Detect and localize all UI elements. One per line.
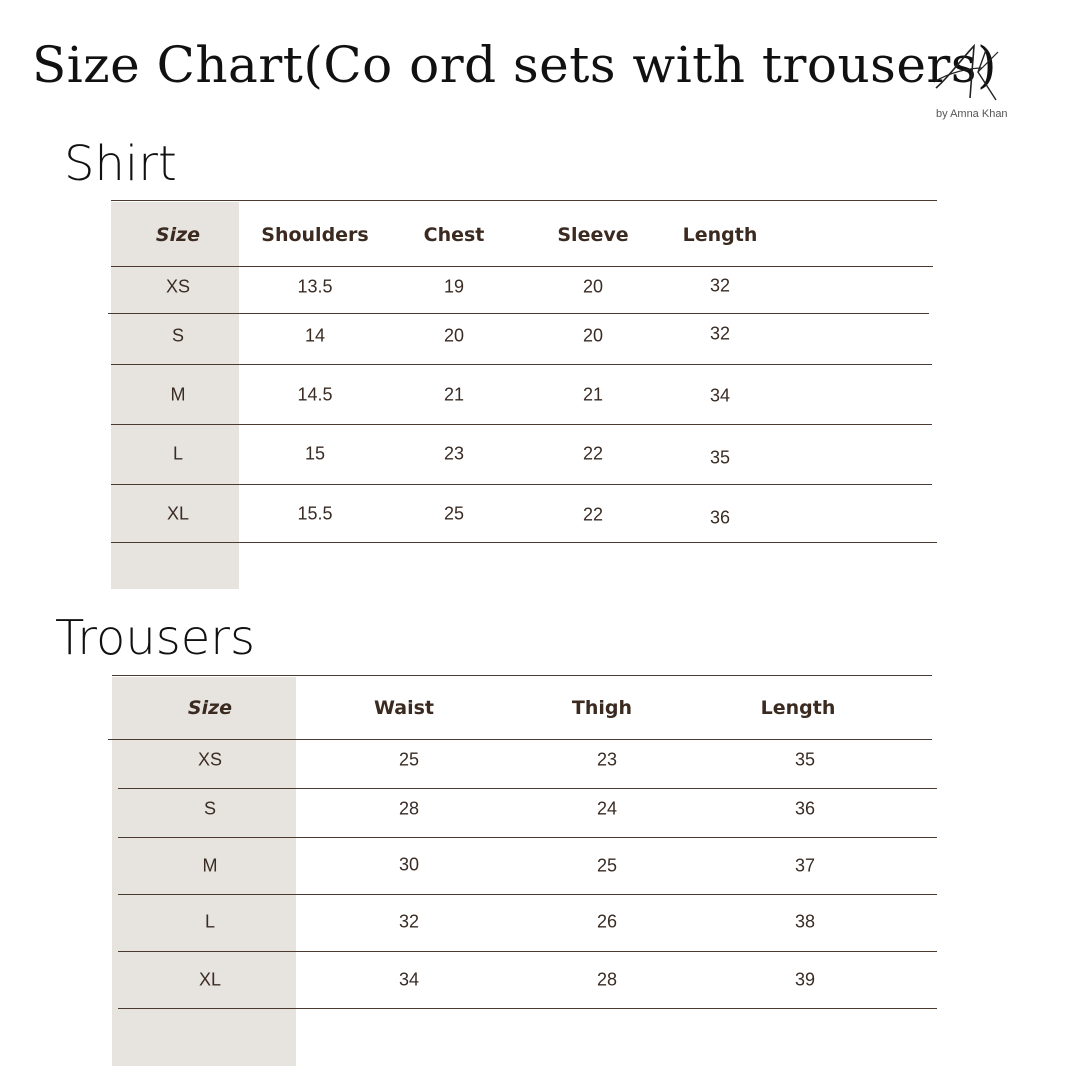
shirt-size-label: S (171, 325, 185, 346)
trousers-measurement-cell: 24 (596, 798, 618, 819)
shirt-measurement-cell: 22 (582, 504, 604, 525)
shirt-header-sleeve: Sleeve (557, 224, 629, 246)
shirt-measurement-cell: 20 (582, 325, 604, 346)
shirt-measurement-cell: 32 (709, 323, 731, 344)
shirt-header-size: Size (155, 224, 201, 246)
trousers-measurement-cell: 25 (398, 749, 420, 770)
trousers-measurement-cell: 32 (398, 911, 420, 932)
shirt-measurement-cell: 20 (443, 325, 465, 346)
trousers-size-label: XL (198, 969, 222, 990)
shirt-measurement-cell: 34 (709, 385, 731, 406)
shirt-measurement-cell: 14.5 (297, 384, 333, 405)
page-title: Size Chart(Co ord sets with trousers) (32, 36, 997, 94)
trousers-measurement-cell: 36 (794, 798, 816, 819)
trousers-header-length: Length (760, 697, 836, 719)
shirt-size-label: XL (166, 503, 190, 524)
table-rule (118, 951, 937, 952)
table-rule (112, 675, 932, 676)
shirt-size-label: M (170, 384, 186, 405)
table-rule (118, 837, 937, 838)
trousers-size-label: M (202, 855, 218, 876)
shirt-measurement-cell: 32 (709, 275, 731, 296)
trousers-header-size: Size (187, 697, 233, 719)
trousers-measurement-cell: 39 (794, 969, 816, 990)
shirt-measurement-cell: 21 (582, 384, 604, 405)
table-rule (111, 484, 932, 485)
trousers-header-waist: Waist (373, 697, 435, 719)
trousers-measurement-cell: 26 (596, 911, 618, 932)
trousers-measurement-cell: 38 (794, 911, 816, 932)
trousers-measurement-cell: 30 (398, 854, 420, 875)
table-rule (108, 739, 932, 740)
table-rule (118, 788, 937, 789)
trousers-section-title: Trousers (55, 610, 256, 666)
trousers-measurement-cell: 35 (794, 749, 816, 770)
shirt-section-title: Shirt (64, 136, 177, 192)
brand-logo (930, 42, 1020, 124)
shirt-size-label: XS (165, 276, 191, 297)
shirt-measurement-cell: 36 (709, 507, 731, 528)
trousers-measurement-cell: 23 (596, 749, 618, 770)
table-rule (111, 266, 933, 267)
trousers-header-thigh: Thigh (571, 697, 633, 719)
table-rule (118, 894, 937, 895)
trousers-size-label: XS (197, 749, 223, 770)
trousers-size-label: L (204, 911, 216, 932)
table-rule (111, 364, 932, 365)
table-rule (111, 542, 937, 543)
trousers-measurement-cell: 28 (596, 969, 618, 990)
shirt-measurement-cell: 14 (304, 325, 326, 346)
trousers-measurement-cell: 34 (398, 969, 420, 990)
ak-monogram-icon (930, 42, 1020, 108)
shirt-size-label: L (172, 443, 184, 464)
shirt-measurement-cell: 20 (582, 276, 604, 297)
shirt-measurement-cell: 22 (582, 443, 604, 464)
shirt-header-shoulders: Shoulders (261, 224, 369, 246)
trousers-size-label: S (203, 798, 217, 819)
shirt-measurement-cell: 15.5 (297, 503, 333, 524)
table-rule (118, 1008, 937, 1009)
table-rule (111, 424, 932, 425)
shirt-measurement-cell: 35 (709, 447, 731, 468)
shirt-measurement-cell: 23 (443, 443, 465, 464)
shirt-measurement-cell: 15 (304, 443, 326, 464)
table-rule (108, 313, 929, 314)
table-rule (111, 200, 937, 201)
shirt-header-chest: Chest (423, 224, 485, 246)
brand-tagline: by Amna Khan (936, 108, 1008, 120)
shirt-header-length: Length (682, 224, 758, 246)
trousers-measurement-cell: 28 (398, 798, 420, 819)
shirt-measurement-cell: 19 (443, 276, 465, 297)
trousers-measurement-cell: 25 (596, 855, 618, 876)
shirt-measurement-cell: 21 (443, 384, 465, 405)
shirt-measurement-cell: 13.5 (297, 276, 333, 297)
shirt-measurement-cell: 25 (443, 503, 465, 524)
trousers-measurement-cell: 37 (794, 855, 816, 876)
